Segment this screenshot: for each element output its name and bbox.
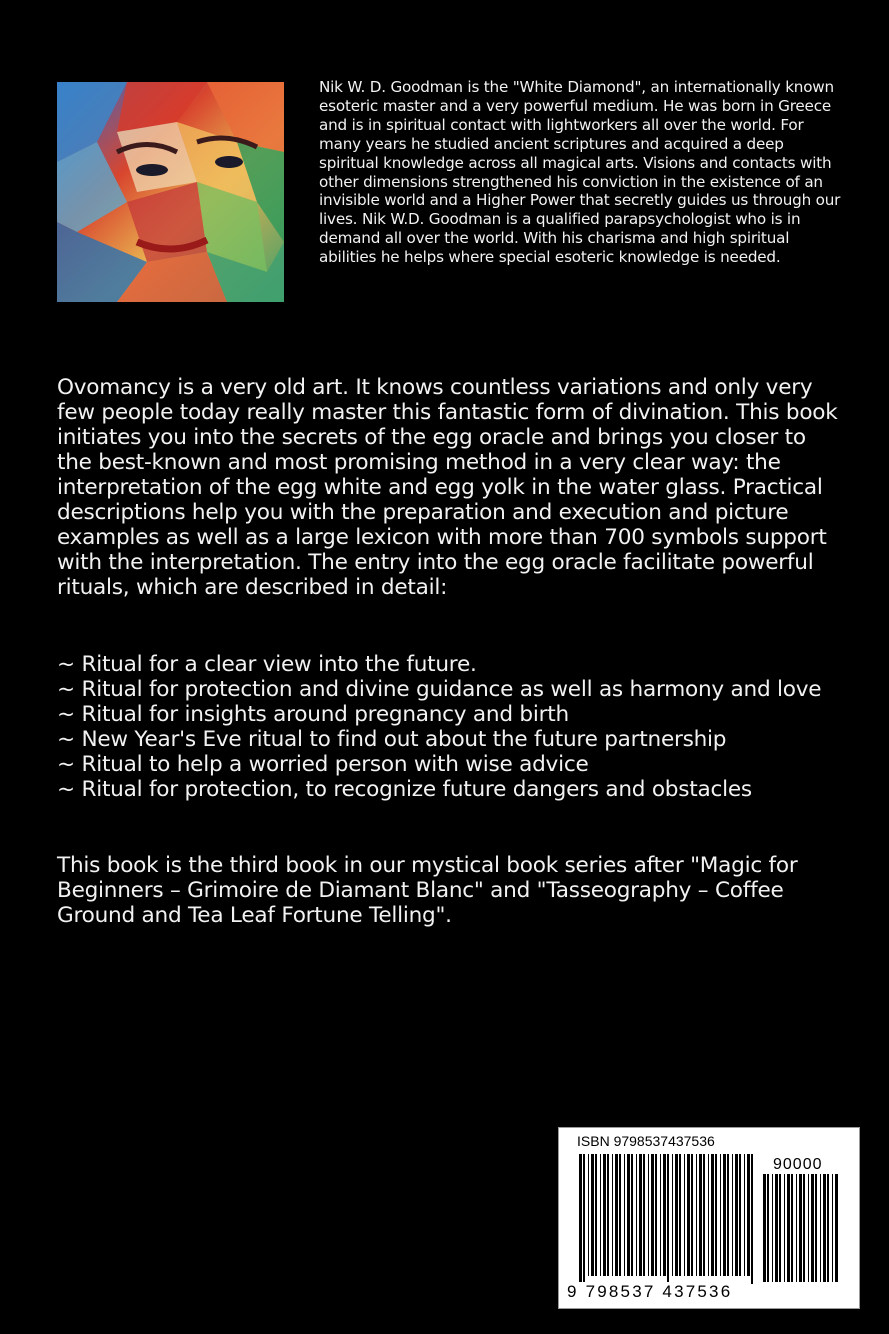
series-note: This book is the third book in our mystical book series after "Magic for Beginners – Grimoire de Diamant Blanc" and "Tasseography – Coffee Ground and Tea Leaf Fortune Telling". <box>57 853 798 928</box>
barcode-bar <box>767 1174 769 1282</box>
barcode-bar <box>672 1154 673 1276</box>
barcode-bar <box>720 1154 721 1276</box>
barcode-bar <box>588 1154 589 1276</box>
barcode-bar <box>723 1154 726 1276</box>
barcode-bar <box>696 1154 697 1276</box>
barcode-bar <box>591 1154 594 1276</box>
barcode-bar <box>808 1174 809 1282</box>
barcode-bar <box>823 1174 826 1282</box>
barcode-bar <box>651 1154 654 1276</box>
barcode-bar <box>751 1154 753 1284</box>
ritual-item: ~ Ritual for insights around pregnancy and birth <box>57 702 569 727</box>
price-code: 90000 <box>773 1156 823 1173</box>
barcode-bar <box>679 1154 681 1276</box>
barcode-bar <box>791 1174 793 1282</box>
barcode-bar <box>699 1154 702 1276</box>
ritual-item: ~ Ritual to help a worried person with wise advice <box>57 752 589 777</box>
barcode-bar <box>787 1174 790 1282</box>
barcode-bar <box>663 1154 666 1276</box>
barcode-bar <box>763 1174 766 1282</box>
barcode-bar <box>631 1154 633 1276</box>
barcode-bar <box>796 1174 797 1282</box>
ritual-item: ~ Ritual for protection, to recognize future dangers and obstacles <box>57 777 752 802</box>
barcode-bar <box>691 1154 693 1276</box>
barcode-bar <box>747 1154 750 1276</box>
barcode-bar <box>739 1154 741 1276</box>
barcode-bar <box>708 1154 709 1276</box>
barcode-bar <box>775 1174 778 1282</box>
barcode-bar <box>779 1174 781 1282</box>
barcode-bar <box>600 1154 601 1276</box>
barcode-bar <box>595 1154 597 1276</box>
author-bio: Nik W. D. Goodman is the "White Diamond", an internationally known esoteric master and a very powerful medium. He was born in Greece and is in spiritual contact with lightworkers all over the world. For many years he studied ancient scriptures and acquired a deep spiritual knowledge across all magical arts. Visions and contacts with other dimensions strengthened his conviction in the existence of an invisible world and a Higher Power that secretly guides us through our lives. Nik W.D. Goodman is a qualified parapsychologist who is in demand all over the world. With his charisma and high spiritual abilities he helps where special esoteric knowledge is needed. <box>319 78 841 267</box>
barcode-bar <box>603 1154 606 1276</box>
barcode-bar <box>735 1154 738 1276</box>
ritual-item: ~ Ritual for protection and divine guidance as well as harmony and love <box>57 677 822 702</box>
author-photo <box>57 82 284 302</box>
barcode-bar <box>687 1154 690 1276</box>
author-portrait-icon <box>57 82 284 302</box>
barcode-bar <box>727 1154 729 1276</box>
barcode-bar <box>703 1154 705 1276</box>
barcode-bars-main <box>579 1154 759 1284</box>
barcode-bar <box>643 1154 645 1276</box>
barcode-bar <box>636 1154 637 1276</box>
book-description: Ovomancy is a very old art. It knows countless variations and only very few people today really master this fantastic form of divination. This book initiates you into the secrets of the egg oracle and brings you closer to the best-known and most promising method in a very clear way: the interpretation of the egg white and egg yolk in the water glass. Practical descriptions help you with the preparation and execution and picture examples as well as a large lexicon with more than 700 symbols support with the interpretation. The entry into the egg oracle facilitate powerful rituals, which are described in detail: <box>57 375 838 600</box>
barcode-bar <box>615 1154 618 1276</box>
barcode-bars-addon <box>763 1174 843 1284</box>
barcode-bar <box>612 1154 613 1276</box>
barcode-bar <box>827 1174 829 1282</box>
barcode-bar <box>820 1174 821 1282</box>
barcode-bar <box>811 1174 814 1282</box>
barcode-bar <box>732 1154 733 1276</box>
barcode-bar <box>667 1154 669 1284</box>
barcode-bar <box>711 1154 714 1276</box>
barcode-bar <box>627 1154 630 1276</box>
barcode-bar <box>815 1174 817 1282</box>
barcode-bar <box>607 1154 609 1276</box>
barcode-bar <box>619 1154 621 1276</box>
barcode-bar <box>583 1154 585 1284</box>
barcode-bar <box>772 1174 773 1282</box>
barcode-bar <box>803 1174 805 1282</box>
barcode-bar <box>744 1154 745 1276</box>
barcode-bar <box>579 1154 582 1284</box>
barcode-bar <box>648 1154 649 1276</box>
barcode-bar <box>655 1154 657 1276</box>
barcode-bar <box>832 1174 833 1282</box>
ritual-list <box>57 652 847 802</box>
isbn-digits: 9 798537 437536 <box>567 1282 733 1301</box>
barcode-bar <box>624 1154 625 1276</box>
ritual-item: ~ New Year's Eve ritual to find out about the future partnership <box>57 727 727 752</box>
barcode-bar <box>675 1154 678 1276</box>
ritual-item: ~ Ritual for a clear view into the future. <box>57 652 477 677</box>
barcode-bar <box>835 1174 838 1282</box>
isbn-barcode <box>558 1127 860 1309</box>
barcode-bar <box>784 1174 785 1282</box>
isbn-label: ISBN 9798537437536 <box>577 1133 715 1149</box>
barcode-bar <box>799 1174 802 1282</box>
barcode-bar <box>660 1154 661 1276</box>
barcode-bar <box>639 1154 642 1276</box>
barcode-bar <box>715 1154 717 1276</box>
barcode-bar <box>684 1154 685 1276</box>
